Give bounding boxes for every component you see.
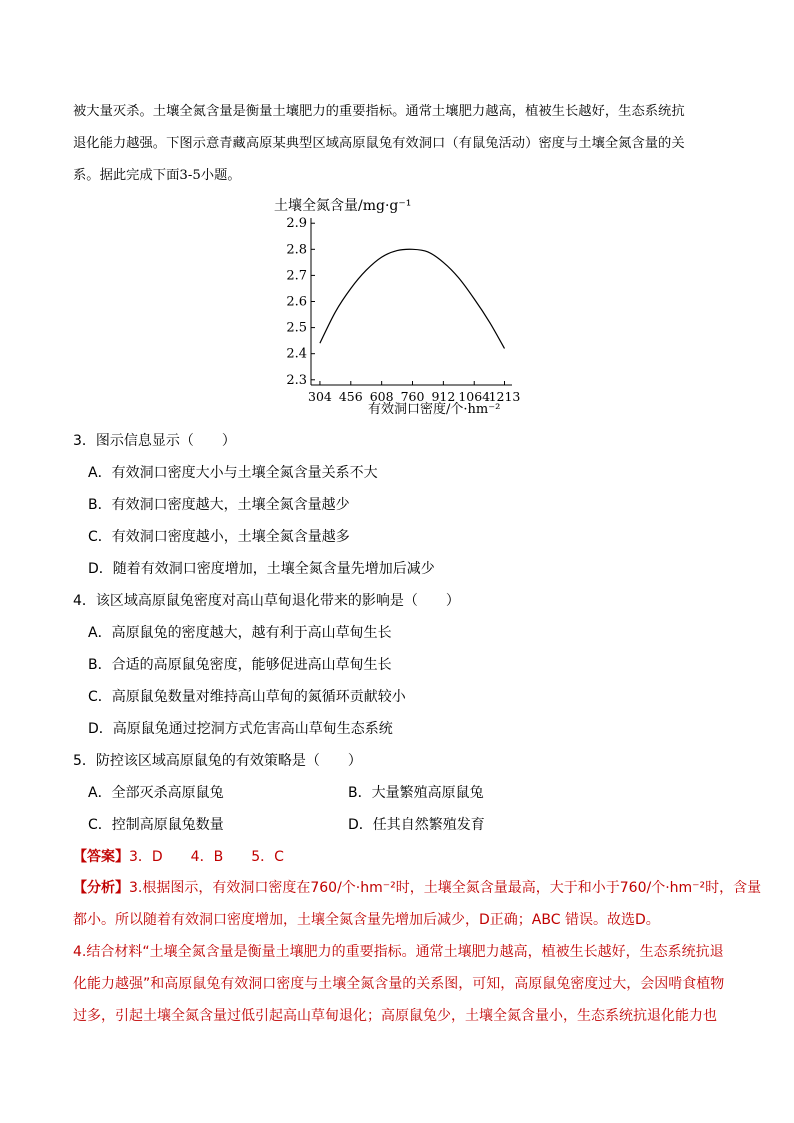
option-c: C．高原鼠兔数量对维持高山草甸的氮循环贡献较小 <box>88 689 406 705</box>
analysis-line: 都小。所以随着有效洞口密度增加，土壤全氮含量先增加后减少，D正确；ABC 错误。故选D。 <box>73 912 660 928</box>
x-tick-label: 304 <box>308 389 332 404</box>
x-tick-label: 1213 <box>488 389 521 404</box>
option-a: A．高原鼠兔的密度越大，越有利于高山草甸生长 <box>88 625 392 641</box>
option-b: B．合适的高原鼠兔密度，能够促进高山草甸生长 <box>88 657 392 673</box>
y-tick-label: 2.9 <box>286 216 307 232</box>
option-c: C．控制高原鼠兔数量 <box>88 817 224 833</box>
intro-line: 被大量灭杀。土壤全氮含量是衡量土壤肥力的重要指标。通常土壤肥力越高，植被生长越好，生态系统抗 <box>73 104 685 119</box>
chart-xlabel: 有效洞口密度/个·hm⁻² <box>368 402 501 417</box>
y-tick-label: 2.6 <box>286 294 307 310</box>
analysis-line: 过多，引起土壤全氮含量过低引起高山草甸退化；高原鼠兔少，土壤全氮含量小，生态系统抗退化能力也 <box>73 1008 717 1024</box>
chart-ylabel: 土壤全氮含量/mg·g⁻¹ <box>274 198 412 214</box>
x-tick-label: 456 <box>338 389 363 404</box>
option-a: A．全部灭杀高原鼠兔 <box>88 785 224 801</box>
option-b: B．有效洞口密度越大，土壤全氮含量越少 <box>88 497 350 513</box>
analysis-line: 4.结合材料“土壤全氮含量是衡量土壤肥力的重要指标。通常土壤肥力越高，植被生长越好，生态系统抗退 <box>73 944 724 960</box>
intro-line: 系。据此完成下面3-5小题。 <box>73 168 241 183</box>
nitrogen-density-chart <box>262 190 562 422</box>
question-stem: 4．该区域高原鼠兔密度对高山草甸退化带来的影响是（ ） <box>73 593 460 609</box>
option-b: B．大量繁殖高原鼠兔 <box>348 785 484 801</box>
series-line <box>320 249 505 348</box>
answer-label: 【答案】 <box>73 849 129 865</box>
answer-line <box>73 846 284 866</box>
x-tick-label: 760 <box>400 389 425 404</box>
option-a: A．有效洞口密度大小与土壤全氮含量关系不大 <box>88 465 378 481</box>
question-stem: 5．防控该区域高原鼠兔的有效策略是（ ） <box>73 753 362 769</box>
answer-text: 3．D 4．B 5．C <box>129 849 284 865</box>
y-tick-label: 2.3 <box>286 372 307 388</box>
question-stem: 3．图示信息显示（ ） <box>73 433 236 449</box>
y-tick-label: 2.8 <box>286 242 307 258</box>
intro-line: 退化能力越强。下图示意青藏高原某典型区域高原鼠兔有效洞口（有鼠兔活动）密度与土壤全氮含量的关 <box>73 136 685 151</box>
option-d: D．任其自然繁殖发育 <box>348 817 485 833</box>
x-tick-label: 912 <box>431 389 456 404</box>
analysis-text: 3.根据图示，有效洞口密度在760/个·hm⁻²时，土壤全氮含量最高，大于和小于760/个·hm⁻²时，含量 <box>129 880 762 896</box>
analysis-line <box>73 877 761 897</box>
y-tick-label: 2.4 <box>286 346 307 362</box>
option-d: D．高原鼠兔通过挖洞方式危害高山草甸生态系统 <box>88 721 393 737</box>
x-tick-label: 1064 <box>458 389 491 404</box>
y-tick-label: 2.7 <box>286 268 307 284</box>
analysis-line: 化能力越强”和高原鼠兔有效洞口密度与土壤全氮含量的关系图，可知，高原鼠兔密度过大，会因啃食植物 <box>73 976 725 992</box>
option-c: C．有效洞口密度越小，土壤全氮含量越多 <box>88 529 350 545</box>
y-tick-label: 2.5 <box>286 320 307 336</box>
option-d: D．随着有效洞口密度增加，土壤全氮含量先增加后减少 <box>88 561 435 577</box>
x-tick-label: 608 <box>369 389 394 404</box>
x-ticks <box>308 381 520 404</box>
analysis-label: 【分析】 <box>73 880 129 896</box>
